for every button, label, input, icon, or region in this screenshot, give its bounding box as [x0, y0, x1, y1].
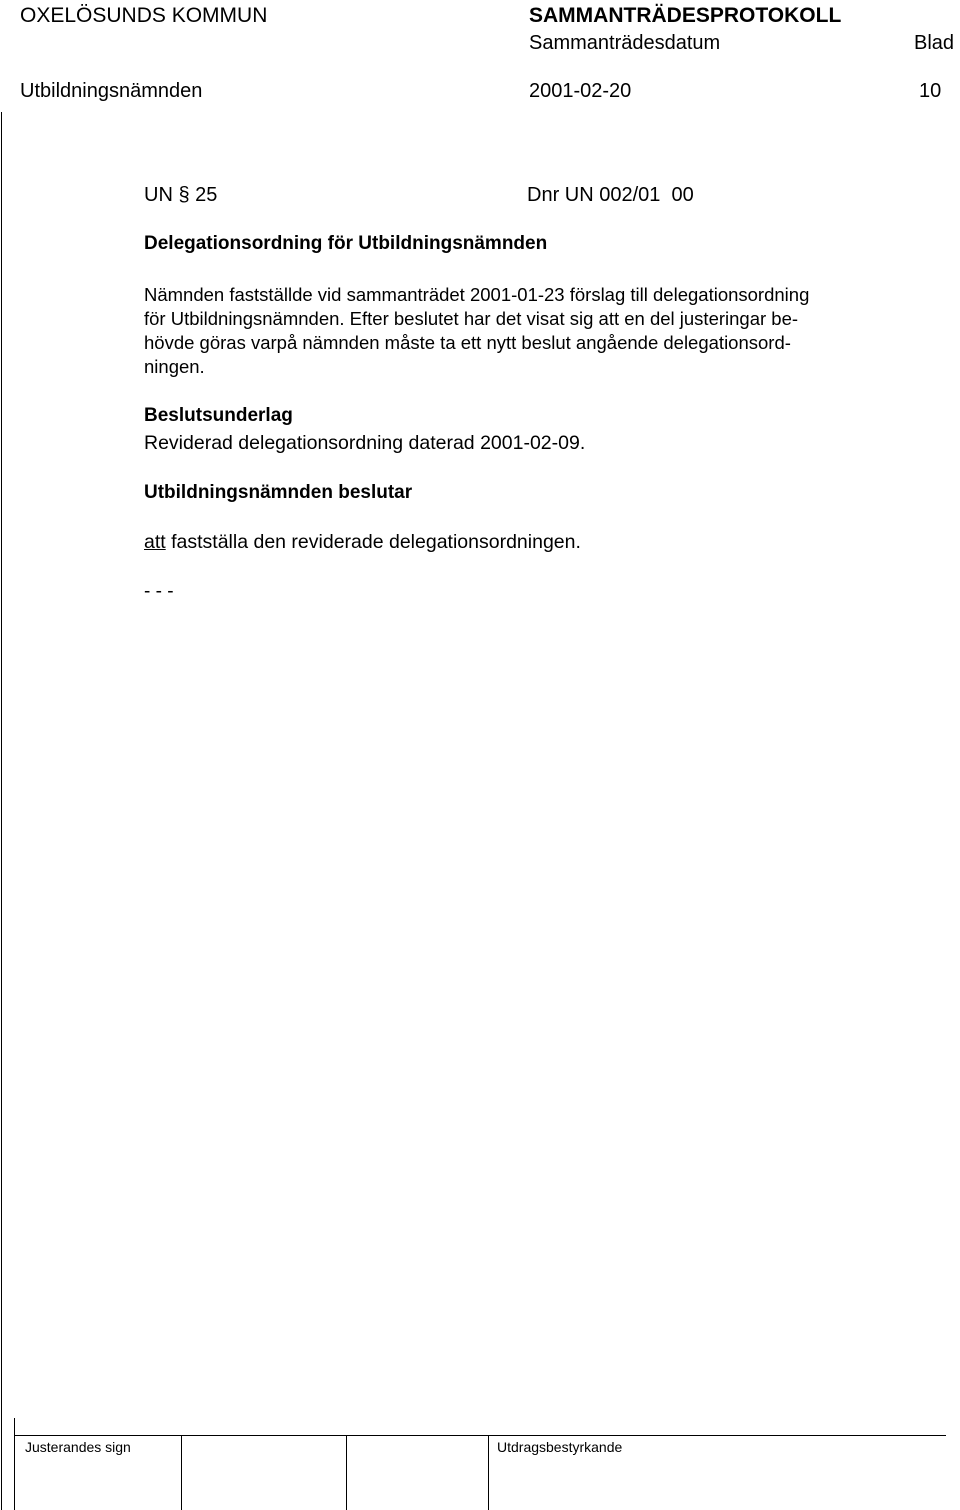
adjusters-sign-label: Justerandes sign: [25, 1439, 131, 1455]
decision-clause: fastställa den reviderade delegationsordningen.: [165, 531, 581, 553]
end-marker: - - -: [144, 581, 174, 602]
extract-certification-label: Utdragsbestyrkande: [497, 1439, 623, 1455]
left-margin-rule: [1, 112, 2, 1510]
description-line-1: Nämnden fastställde vid sammanträdet 2001-01-23 förslag till delegationsordning: [144, 284, 810, 305]
footer-divider-1: [181, 1435, 182, 1510]
meeting-date: 2001-02-20: [529, 80, 632, 102]
paragraph-number: UN § 25: [144, 184, 218, 206]
basis-text: Reviderad delegationsordning daterad 2001-02-09.: [144, 432, 586, 454]
description-line-2: för Utbildningsnämnden. Efter beslutet har det visat sig att en del justeringar be-: [144, 308, 799, 329]
decision-heading: Utbildningsnämnden beslutar: [144, 482, 413, 503]
registration-number: Dnr UN 002/01 00: [527, 184, 694, 206]
description-line-4: ningen.: [144, 356, 205, 377]
footer-top-rule: [14, 1435, 946, 1436]
document-type: SAMMANTRÄDESPROTOKOLL: [529, 4, 842, 27]
page-label: Blad: [914, 32, 955, 54]
footer-divider-2: [346, 1435, 347, 1510]
case-title: Delegationsordning för Utbildningsnämnden: [144, 233, 548, 254]
municipality-name: OXELÖSUNDS KOMMUN: [20, 4, 268, 27]
case-description: [144, 283, 934, 379]
footer-divider-3: [488, 1435, 489, 1510]
footer-left-divider: [14, 1418, 15, 1510]
decision-text: [144, 533, 581, 553]
description-line-3: hövde göras varpå nämnden måste ta ett nytt beslut angående delegationsord-: [144, 332, 791, 353]
meeting-date-label: Sammanträdesdatum: [529, 32, 721, 54]
decision-att: att: [144, 531, 166, 553]
page-number: 10: [919, 80, 942, 102]
committee-name: Utbildningsnämnden: [20, 80, 203, 102]
basis-heading: Beslutsunderlag: [144, 405, 293, 426]
